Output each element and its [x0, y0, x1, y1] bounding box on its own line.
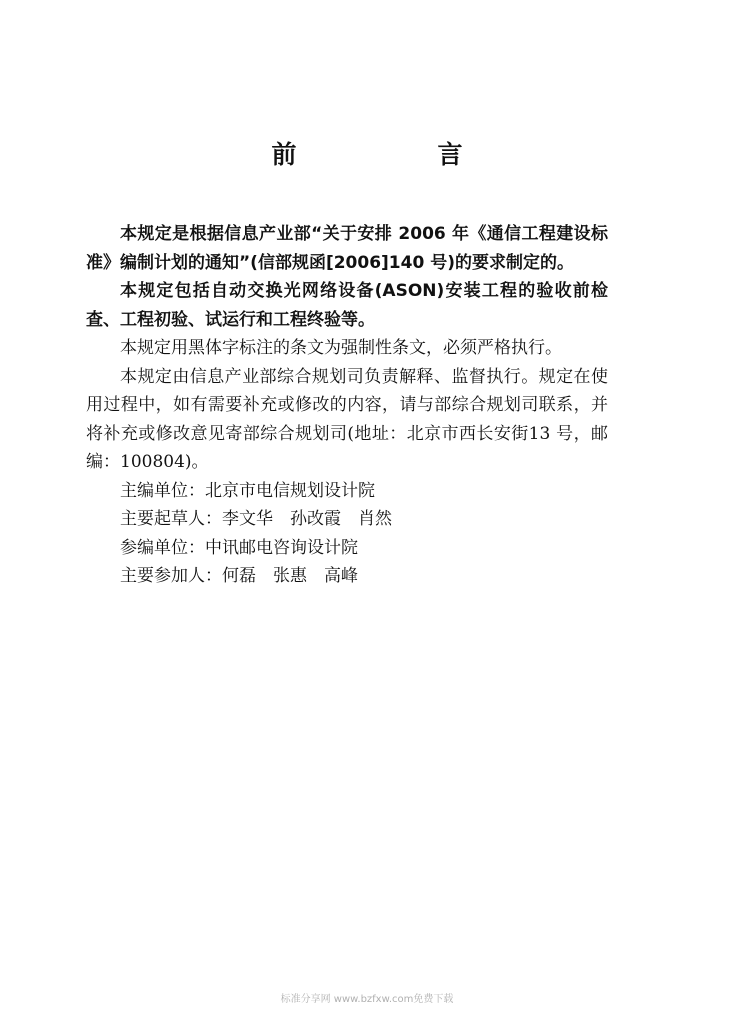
credit-chief-editor-unit: 主编单位：北京市电信规划设计院: [120, 480, 375, 501]
credit-participating-unit: 参编单位：中讯邮电咨询设计院: [120, 537, 358, 558]
paragraph-contact: 本规定由信息产业部综合规划司负责解释、监督执行。规定在使用过程中，如有需要补充或修改的内容，请与部综合规划司联系，并将补充或修改意见寄部综合规划司(地址：北京市西长安街13 号，邮编：100804)。: [86, 366, 608, 472]
watermark-footer: 标准分享网 www.bzfxw.com免费下载: [280, 994, 454, 1005]
paragraph-scope: 本规定包括自动交换光网络设备(ASON)安装工程的验收前检查、工程初验、试运行和工程终验等。: [86, 281, 608, 330]
paragraph-basis: 本规定是根据信息产业部“关于安排 2006 年《通信工程建设标准》编制计划的通知”(信部规函[2006]140 号)的要求制定的。: [86, 224, 608, 273]
page-title: 前 言: [271, 140, 521, 169]
preface-body: [86, 220, 608, 591]
paragraph-mandatory: 本规定用黑体字标注的条文为强制性条文，必须严格执行。: [120, 338, 562, 358]
credit-main-drafters: 主要起草人：李文华 孙改霞 肖然: [120, 509, 392, 529]
credit-main-participants: 主要参加人：何磊 张惠 高峰: [120, 566, 358, 586]
